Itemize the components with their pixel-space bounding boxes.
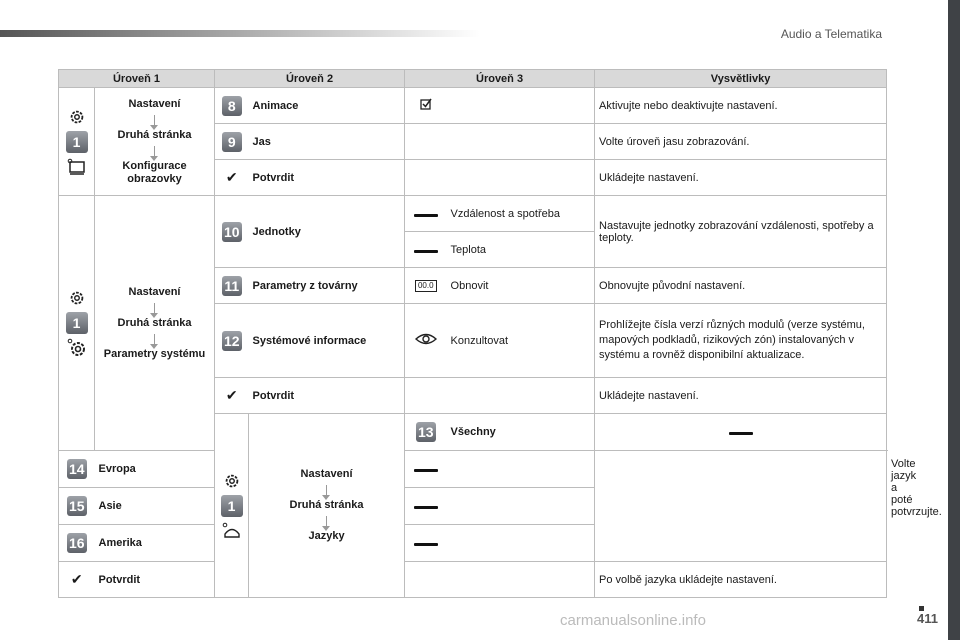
- table-row: [59, 196, 887, 232]
- level2-label: Asie: [95, 488, 215, 525]
- option-bar-icon: [414, 250, 438, 253]
- level1-icons: [59, 196, 95, 451]
- nav-step: Druhá stránka: [117, 316, 192, 329]
- level2-label: Potvrdit: [95, 562, 215, 598]
- down-arrow-icon: [154, 303, 155, 313]
- level2-label: Evropa: [95, 451, 215, 488]
- settings-gear-icon: [66, 106, 88, 128]
- step-number-badge: 1: [66, 312, 88, 334]
- check-icon: ✔: [70, 571, 83, 587]
- table-row: 1 Nastavení Druhá stránka Jazyky 13 Všechny Volte jazyk a poté potvrzujte.: [59, 414, 887, 451]
- nav-step: Druhá stránka: [117, 128, 192, 141]
- description: Obnovujte původní nastavení.: [595, 268, 887, 304]
- table-row: [59, 562, 887, 598]
- watermark: carmanualsonline.info: [560, 612, 706, 629]
- screen-config-icon: [66, 156, 88, 178]
- item-number-badge: 12: [222, 331, 242, 351]
- table-row: [59, 488, 887, 525]
- right-sidebar-strip: [948, 0, 960, 640]
- description: Nastavujte jednotky zobrazování vzdálenosti, spotřeby a teploty.: [595, 196, 887, 268]
- nav-step: Druhá stránka: [289, 499, 364, 511]
- table-row: [59, 451, 887, 488]
- down-arrow-icon: [154, 334, 155, 344]
- level1-navigation: [249, 414, 405, 598]
- reset-icon-label: 00.0: [415, 280, 437, 292]
- level3-label: Konzultovat: [447, 304, 595, 378]
- item-number-badge: 15: [67, 496, 87, 516]
- col-header-level3: Úroveň 3: [405, 70, 595, 88]
- level1-icons: [59, 88, 95, 196]
- item-number-badge: 16: [67, 533, 87, 553]
- eye-icon: [405, 304, 447, 378]
- header-title: Audio a Telematika: [780, 27, 882, 41]
- table-header-row: [59, 70, 887, 88]
- item-number-badge: 10: [222, 222, 242, 242]
- item-number-badge: 11: [222, 276, 242, 296]
- option-bar-icon: [414, 506, 438, 509]
- description: Prohlížejte čísla verzí různých modulů (verze systému, mapových podkladů, rizikových zón) instalovaných v systému a rovněž disponibilní aktualizace.: [595, 304, 887, 378]
- col-header-level2: Úroveň 2: [215, 70, 405, 88]
- level2-label: Systémové informace: [249, 304, 405, 378]
- down-arrow-icon: [154, 146, 155, 156]
- option-bar-icon: [729, 432, 753, 435]
- col-header-level1: Úroveň 1: [59, 70, 215, 88]
- description: Po volbě jazyka ukládejte nastavení.: [595, 562, 887, 598]
- level3-label: Vzdálenost a spotřeba: [447, 196, 595, 232]
- table-row: [59, 88, 887, 124]
- system-params-icon: [66, 337, 88, 359]
- level2-label: Animace: [249, 88, 405, 124]
- step-number-badge: 1: [66, 131, 88, 153]
- settings-gear-icon: [66, 287, 88, 309]
- level2-label: Jas: [249, 124, 405, 160]
- nav-step: Parametry systému: [103, 347, 206, 360]
- level2-label: Amerika: [95, 525, 215, 562]
- step-number-badge: 1: [221, 495, 243, 517]
- level2-label: Potvrdit: [249, 378, 405, 414]
- level3-label: Teplota: [447, 232, 595, 268]
- level1-icons: [215, 414, 249, 598]
- level2-label: Všechny: [447, 414, 595, 451]
- description: Volte úroveň jasu zobrazování.: [595, 124, 887, 160]
- nav-step: Konfigurace obrazovky: [122, 159, 187, 185]
- down-arrow-icon: [326, 485, 327, 495]
- level2-label: Potvrdit: [249, 160, 405, 196]
- nav-step: Nastavení: [128, 285, 181, 298]
- level2-label: Jednotky: [249, 196, 405, 268]
- check-icon: ✔: [225, 169, 238, 185]
- item-number-badge: 14: [67, 459, 87, 479]
- item-number-badge: 9: [222, 132, 242, 152]
- level1-navigation: [95, 196, 215, 451]
- down-arrow-icon: [326, 516, 327, 526]
- down-arrow-icon: [154, 115, 155, 125]
- reset-icon: [405, 268, 447, 304]
- option-bar-icon: [414, 469, 438, 472]
- col-header-notes: Vysvětlivky: [595, 70, 887, 88]
- check-icon: ✔: [225, 387, 238, 403]
- item-number-badge: 13: [416, 422, 436, 442]
- item-number-badge: 8: [222, 96, 242, 116]
- language-icon: [221, 520, 243, 542]
- description: Ukládejte nastavení.: [595, 378, 887, 414]
- option-bar-icon: [414, 543, 438, 546]
- settings-gear-icon: [221, 470, 243, 492]
- nav-step: Jazyky: [308, 530, 345, 542]
- description: Aktivujte nebo deaktivujte nastavení.: [595, 88, 887, 124]
- description: Ukládejte nastavení.: [595, 160, 887, 196]
- settings-table: [58, 69, 942, 598]
- table-row: [59, 525, 887, 562]
- nav-step: Nastavení: [300, 468, 353, 480]
- level1-navigation: [95, 88, 215, 196]
- option-bar-icon: [414, 214, 438, 217]
- nav-step: Nastavení: [128, 97, 181, 110]
- level3-label: Obnovit: [447, 268, 595, 304]
- checkbox-icon: [405, 88, 447, 124]
- top-accent-bar: [0, 30, 480, 37]
- page-number: 411: [917, 611, 938, 626]
- level2-label: Parametry z továrny: [249, 268, 405, 304]
